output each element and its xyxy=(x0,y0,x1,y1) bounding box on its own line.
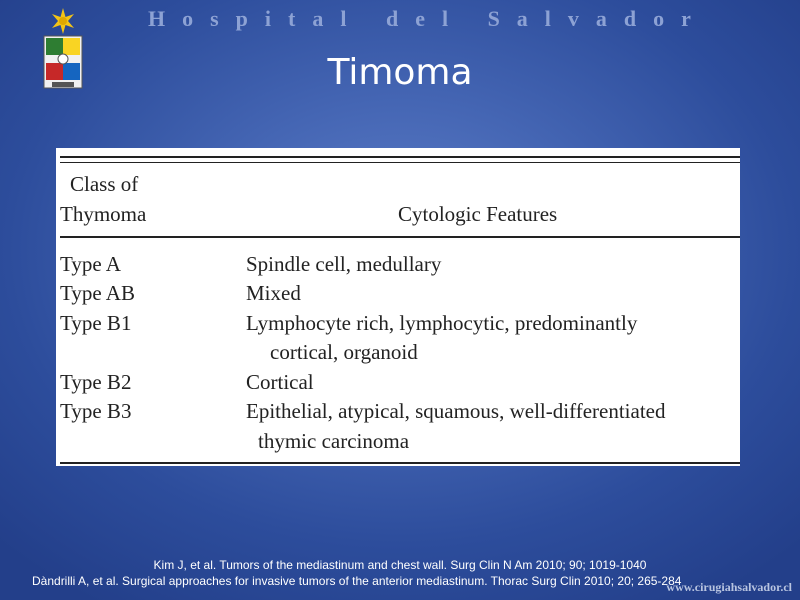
row-type-a-class: Type A xyxy=(60,252,121,276)
thymoma-classification-table xyxy=(56,148,740,466)
row-type-b2-features: Cortical xyxy=(246,370,314,394)
row-type-ab-class: Type AB xyxy=(60,281,135,305)
row-type-ab-features: Mixed xyxy=(246,281,301,305)
reference-1: Kim J, et al. Tumors of the mediastinum and chest wall. Surg Clin N Am 2010; 90; 1019-1040 xyxy=(153,558,647,572)
table-top-rule xyxy=(60,156,740,158)
reference-2: Dàndrilli A, et al. Surgical approaches for invasive tumors of the anterior mediastinum. Thorac Surg Clin 2010; 20; 265-284 xyxy=(32,574,682,588)
hospital-name-header: Hospital del Salvador xyxy=(148,6,708,31)
table-bottom-rule xyxy=(60,462,740,464)
website-url: www.cirugiahsalvador.cl xyxy=(666,580,792,594)
slide-title: Timoma xyxy=(327,52,473,93)
row-type-b2-class: Type B2 xyxy=(60,370,132,394)
row-type-b3-class: Type B3 xyxy=(60,399,132,423)
row-type-b3-features-continuation: thymic carcinoma xyxy=(258,429,410,453)
row-type-b1-features-continuation: cortical, organoid xyxy=(270,340,418,364)
row-type-b3-features: Epithelial, atypical, squamous, well-differentiated xyxy=(246,399,666,423)
row-type-b1-class: Type B1 xyxy=(60,311,132,335)
row-type-a-features: Spindle cell, medullary xyxy=(246,252,442,276)
row-type-b1-features: Lymphocyte rich, lymphocytic, predominantly xyxy=(246,311,638,335)
table-header-rule xyxy=(60,236,740,238)
column-header-class-line2: Thymoma xyxy=(60,202,147,226)
table-top-rule-thin xyxy=(60,162,740,163)
column-header-class-line1: Class of xyxy=(70,172,139,196)
column-header-cytologic-features: Cytologic Features xyxy=(398,202,558,226)
